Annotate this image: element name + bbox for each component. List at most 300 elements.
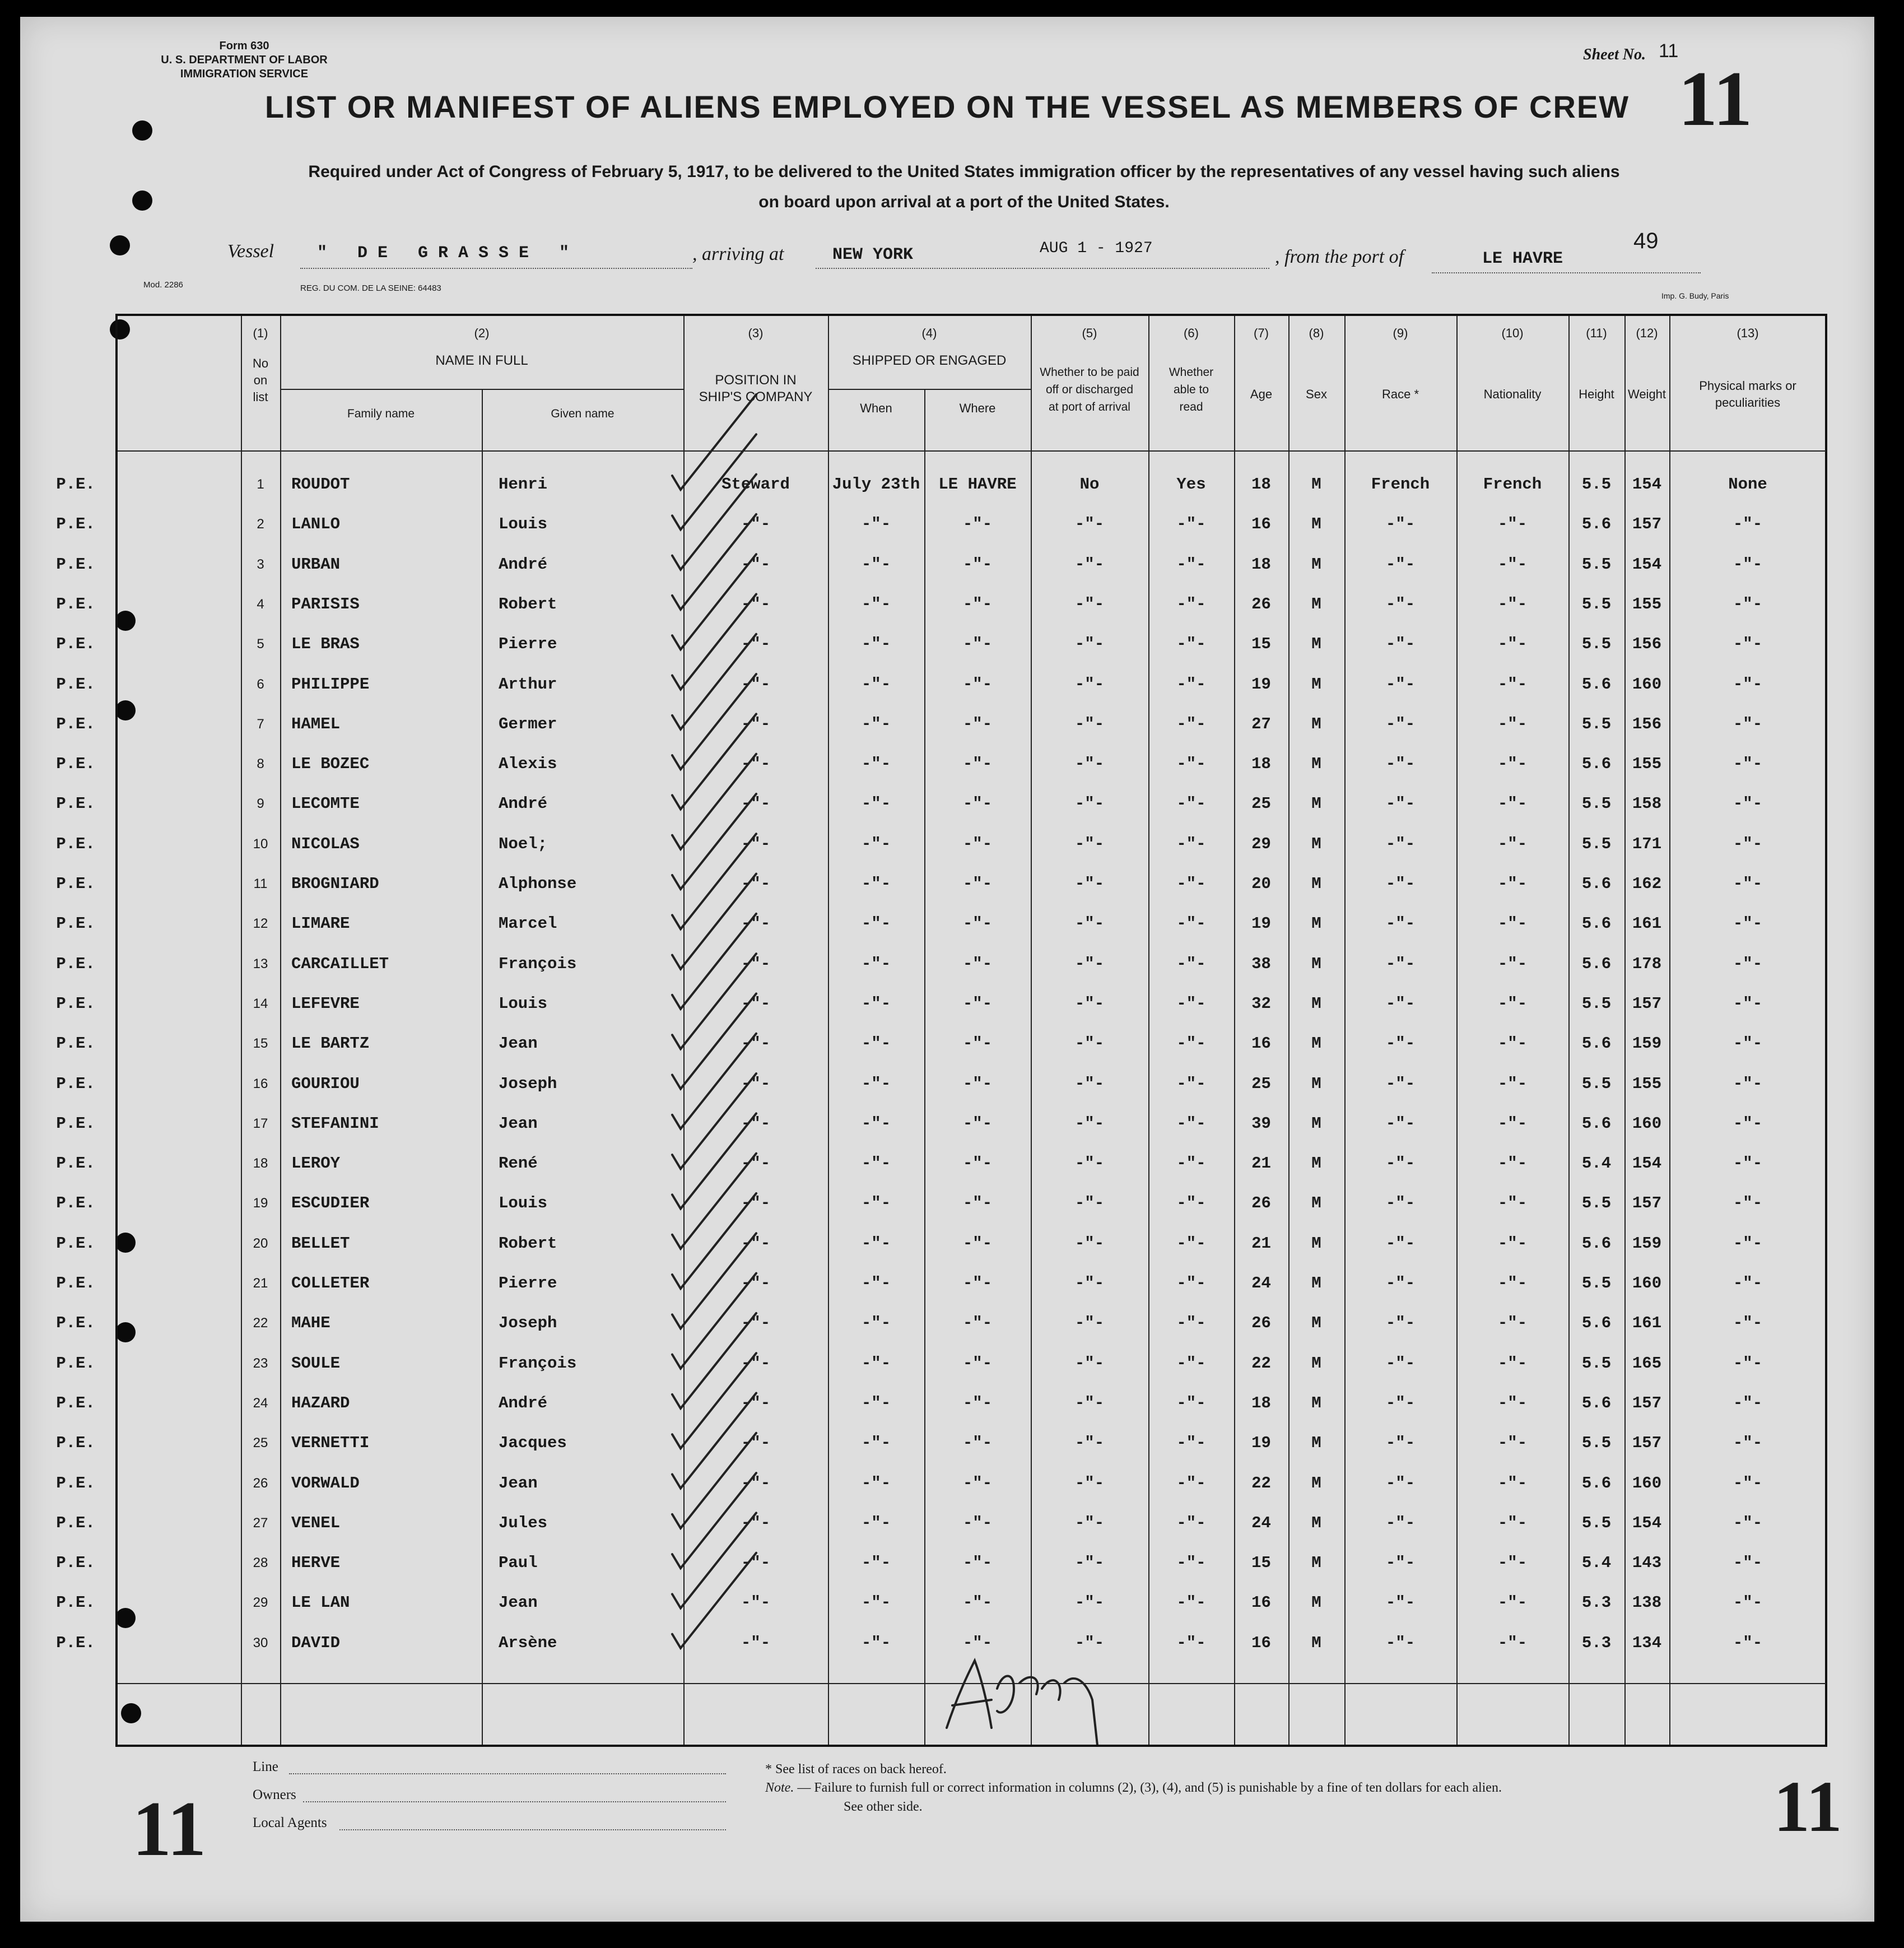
weight: 156 [1632, 635, 1662, 654]
sex: M [1311, 954, 1321, 973]
height: 5.6 [1581, 914, 1612, 933]
given-name: Marcel [499, 914, 557, 933]
col1-number: (1) [253, 326, 268, 340]
weight: 138 [1632, 1593, 1662, 1612]
physical-marks: -"- [1733, 834, 1763, 853]
sex: M [1311, 1274, 1321, 1293]
age: 22 [1251, 1354, 1271, 1373]
weight: 155 [1632, 594, 1662, 613]
row-number: 4 [257, 596, 264, 612]
line-underline [289, 1773, 726, 1774]
height: 5.4 [1581, 1154, 1612, 1173]
age: 24 [1251, 1513, 1271, 1532]
col9-heading: Race * [1381, 387, 1419, 401]
race: -"- [1385, 675, 1416, 694]
given-name: Jean [499, 1593, 538, 1612]
shipped-when: -"- [861, 1354, 891, 1373]
age: 18 [1251, 755, 1271, 774]
race: -"- [1385, 1034, 1416, 1053]
row-number: 22 [253, 1315, 268, 1331]
nationality: -"- [1497, 1393, 1528, 1412]
registration-number: REG. DU COM. DE LA SEINE: 64483 [300, 283, 441, 293]
height: 5.5 [1581, 794, 1612, 813]
weight: 160 [1632, 1274, 1662, 1293]
age: 16 [1251, 1633, 1271, 1652]
paid-off: -"- [1074, 594, 1105, 613]
able-to-read: -"- [1176, 1234, 1206, 1253]
race: French [1371, 475, 1430, 494]
height: 5.5 [1581, 1074, 1612, 1093]
weight: 159 [1632, 1034, 1662, 1053]
row-number: 8 [257, 756, 264, 772]
able-to-read: -"- [1176, 1274, 1206, 1293]
shipped-where: -"- [962, 1114, 993, 1133]
given-name: Alexis [499, 755, 557, 774]
shipped-when: -"- [861, 1154, 891, 1173]
row-code: P.E. [56, 834, 95, 853]
from-port: LE HAVRE [1482, 249, 1563, 268]
shipped-when: -"- [861, 1074, 891, 1093]
local-agents-label: Local Agents [253, 1815, 327, 1830]
sex: M [1311, 1354, 1321, 1373]
physical-marks: -"- [1733, 994, 1763, 1013]
shipped-when: -"- [861, 714, 891, 733]
physical-marks: -"- [1733, 1074, 1763, 1093]
family-name: CARCAILLET [291, 954, 389, 973]
shipped-where: -"- [962, 1434, 993, 1453]
family-name: HAMEL [291, 714, 341, 733]
line-label: Line [253, 1759, 278, 1774]
race: -"- [1385, 1633, 1416, 1652]
given-name: Jean [499, 1114, 538, 1133]
row-number: 15 [253, 1036, 268, 1052]
nationality: -"- [1497, 1633, 1528, 1652]
col5-heading-line: off or discharged [1045, 383, 1134, 396]
physical-marks: -"- [1733, 914, 1763, 933]
col8-heading: Sex [1306, 387, 1327, 401]
shipped-where: -"- [962, 954, 993, 973]
nationality: -"- [1497, 954, 1528, 973]
weight: 155 [1632, 755, 1662, 774]
shipped-where: -"- [962, 914, 993, 933]
col6-heading-line: Whether [1169, 366, 1214, 379]
position: -"- [741, 1633, 771, 1652]
sex: M [1311, 1314, 1321, 1333]
height: 5.6 [1581, 875, 1612, 893]
shipped-when: -"- [861, 954, 891, 973]
weight: 160 [1632, 1114, 1662, 1133]
given-name: Arsène [499, 1633, 557, 1652]
row-number: 3 [257, 556, 264, 572]
see-other-side: See other side. [844, 1800, 923, 1814]
race: -"- [1385, 1473, 1416, 1493]
sex: M [1311, 914, 1321, 933]
row-number: 10 [253, 836, 268, 852]
from-port-label: , from the port of [1275, 247, 1404, 267]
handwritten-checkmarks [118, 316, 1826, 1745]
col5-number: (5) [1082, 326, 1097, 340]
weight: 159 [1632, 1234, 1662, 1253]
given-name: Jean [499, 1473, 538, 1493]
shipped-when: -"- [861, 1473, 891, 1493]
able-to-read: -"- [1176, 635, 1206, 654]
col2-number: (2) [474, 326, 490, 340]
given-name: Jacques [499, 1434, 567, 1453]
given-name: Louis [499, 1194, 548, 1213]
row-code: P.E. [56, 1393, 95, 1412]
col6-heading-line: read [1179, 401, 1203, 413]
able-to-read: -"- [1176, 1114, 1206, 1133]
position: -"- [741, 1034, 771, 1053]
able-to-read: -"- [1176, 1034, 1206, 1053]
row-number: 16 [253, 1076, 268, 1091]
shipped-where: -"- [962, 1194, 993, 1213]
given-name: Joseph [499, 1314, 557, 1333]
printer-credit: Imp. G. Budy, Paris [1661, 291, 1729, 300]
physical-marks: -"- [1733, 1114, 1763, 1133]
shipped-where: -"- [962, 794, 993, 813]
row-number: 28 [253, 1555, 268, 1571]
given-name: Noel; [499, 834, 548, 853]
family-name: ESCUDIER [291, 1194, 370, 1213]
nationality: -"- [1497, 914, 1528, 933]
race: -"- [1385, 1354, 1416, 1373]
age: 20 [1251, 875, 1271, 893]
paid-off: -"- [1074, 1274, 1105, 1293]
row-code: P.E. [56, 1074, 95, 1093]
age: 16 [1251, 1593, 1271, 1612]
family-name: LEFEVRE [291, 994, 360, 1013]
mod-number: Mod. 2286 [143, 280, 183, 290]
row-number: 25 [253, 1435, 268, 1451]
position: -"- [741, 1154, 771, 1173]
row-code: P.E. [56, 1554, 95, 1573]
arriving-underline [816, 268, 1269, 269]
age: 21 [1251, 1234, 1271, 1253]
nationality: -"- [1497, 1593, 1528, 1612]
shipped-where: -"- [962, 1513, 993, 1532]
age: 16 [1251, 515, 1271, 534]
sex: M [1311, 1393, 1321, 1412]
position: -"- [741, 1234, 771, 1253]
arrival-date-stamp: AUG 1 - 1927 [1040, 240, 1153, 257]
row-code: P.E. [56, 1314, 95, 1333]
row-number: 27 [253, 1515, 268, 1531]
row-number: 13 [253, 956, 268, 971]
col10-heading: Nationality [1483, 387, 1542, 401]
col2-given-heading: Given name [551, 407, 615, 420]
col4-where-heading: Where [959, 401, 996, 415]
col4-number: (4) [921, 326, 937, 340]
age: 39 [1251, 1114, 1271, 1133]
row-code: P.E. [56, 1274, 95, 1293]
physical-marks: -"- [1733, 675, 1763, 694]
able-to-read: -"- [1176, 875, 1206, 893]
shipped-when: -"- [861, 1554, 891, 1573]
sex: M [1311, 834, 1321, 853]
subtitle-line-2: on board upon arrival at a port of the United States. [758, 193, 1170, 211]
position: -"- [741, 594, 771, 613]
shipped-where: -"- [962, 1034, 993, 1053]
position: Steward [721, 475, 790, 494]
paid-off: -"- [1074, 954, 1105, 973]
binder-hole [132, 120, 152, 141]
paid-off: -"- [1074, 1434, 1105, 1453]
shipped-where: -"- [962, 1234, 993, 1253]
sex: M [1311, 1513, 1321, 1532]
sex: M [1311, 1633, 1321, 1652]
row-number: 20 [253, 1235, 268, 1251]
given-name: Pierre [499, 1274, 557, 1293]
row-number: 11 [253, 876, 268, 891]
shipped-where: -"- [962, 1354, 993, 1373]
height: 5.6 [1581, 1114, 1612, 1133]
family-name: LECOMTE [291, 794, 360, 813]
sheet-label: Sheet No. [1583, 46, 1646, 63]
col5-heading-line: Whether to be paid [1040, 366, 1139, 379]
nationality: -"- [1497, 1473, 1528, 1493]
height: 5.5 [1581, 1274, 1612, 1293]
sex: M [1311, 675, 1321, 694]
height: 5.5 [1581, 594, 1612, 613]
weight: 171 [1632, 834, 1662, 853]
col9-number: (9) [1393, 326, 1408, 340]
row-code: P.E. [56, 1234, 95, 1253]
from-port-underline [1432, 272, 1701, 273]
shipped-where: -"- [962, 994, 993, 1013]
sex: M [1311, 475, 1321, 494]
family-name: LE BOZEC [291, 755, 370, 774]
position: -"- [741, 914, 771, 933]
position: -"- [741, 1354, 771, 1373]
able-to-read: -"- [1176, 594, 1206, 613]
height: 5.5 [1581, 1354, 1612, 1373]
weight: 154 [1632, 555, 1662, 574]
row-number: 9 [257, 796, 264, 812]
position: -"- [741, 635, 771, 654]
sex: M [1311, 1473, 1321, 1493]
able-to-read: -"- [1176, 1393, 1206, 1412]
sex: M [1311, 515, 1321, 534]
family-name: PHILIPPE [291, 675, 370, 694]
page-number-right: 11 [1773, 1766, 1842, 1847]
nationality: -"- [1497, 635, 1528, 654]
signature-icon [947, 1661, 1098, 1745]
family-name: LEROY [291, 1154, 341, 1173]
col2-heading: NAME IN FULL [435, 353, 528, 368]
race: -"- [1385, 1593, 1416, 1612]
height: 5.6 [1581, 1314, 1612, 1333]
nationality: -"- [1497, 1434, 1528, 1453]
nationality: -"- [1497, 834, 1528, 853]
physical-marks: -"- [1733, 1034, 1763, 1053]
row-number: 19 [253, 1196, 268, 1211]
crew-manifest-table [56, 314, 1827, 1747]
given-name: Louis [499, 515, 548, 534]
height: 5.5 [1581, 994, 1612, 1013]
row-number: 5 [257, 636, 264, 652]
row-code: P.E. [56, 1593, 95, 1612]
weight: 154 [1632, 475, 1662, 494]
physical-marks: -"- [1733, 1314, 1763, 1333]
position: -"- [741, 875, 771, 893]
owners-underline [303, 1801, 726, 1802]
shipped-when: -"- [861, 555, 891, 574]
shipped-when: -"- [861, 914, 891, 933]
age: 26 [1251, 594, 1271, 613]
shipped-when: -"- [861, 1194, 891, 1213]
col5-heading-line: at port of arrival [1049, 401, 1130, 413]
age: 26 [1251, 1314, 1271, 1333]
race: -"- [1385, 875, 1416, 893]
race: -"- [1385, 994, 1416, 1013]
sex: M [1311, 1074, 1321, 1093]
vessel-underline [300, 268, 692, 269]
shipped-when: -"- [861, 1114, 891, 1133]
binder-hole [132, 190, 152, 211]
row-number: 14 [253, 996, 268, 1011]
able-to-read: -"- [1176, 1354, 1206, 1373]
row-number: 30 [253, 1635, 268, 1651]
physical-marks: -"- [1733, 1274, 1763, 1293]
shipped-when: -"- [861, 635, 891, 654]
family-name: LANLO [291, 515, 341, 534]
race: -"- [1385, 834, 1416, 853]
weight: 155 [1632, 1074, 1662, 1093]
family-name: PARISIS [291, 594, 360, 613]
arriving-label: , arriving at [692, 244, 784, 264]
weight: 154 [1632, 1513, 1662, 1532]
position: -"- [741, 1074, 771, 1093]
position: -"- [741, 1593, 771, 1612]
sex: M [1311, 1434, 1321, 1453]
shipped-when: July 23th [832, 475, 920, 494]
given-name: Jean [499, 1034, 538, 1053]
shipped-when: -"- [861, 1633, 891, 1652]
height: 5.5 [1581, 635, 1612, 654]
row-code: P.E. [56, 714, 95, 733]
family-name: VENEL [291, 1513, 341, 1532]
row-number: 7 [257, 716, 264, 732]
note-label: Note. [765, 1780, 794, 1795]
race: -"- [1385, 594, 1416, 613]
physical-marks: -"- [1733, 755, 1763, 774]
given-name: Alphonse [499, 875, 577, 893]
shipped-when: -"- [861, 1513, 891, 1532]
row-code: P.E. [56, 914, 95, 933]
row-code: P.E. [56, 1154, 95, 1173]
family-name: BROGNIARD [291, 875, 379, 893]
height: 5.6 [1581, 755, 1612, 774]
given-name: Louis [499, 994, 548, 1013]
shipped-when: -"- [861, 834, 891, 853]
age: 26 [1251, 1194, 1271, 1213]
shipped-when: -"- [861, 794, 891, 813]
physical-marks: -"- [1733, 635, 1763, 654]
physical-marks: -"- [1733, 1194, 1763, 1213]
race: -"- [1385, 1434, 1416, 1453]
race: -"- [1385, 635, 1416, 654]
shipped-when: -"- [861, 515, 891, 534]
given-name: André [499, 794, 548, 813]
physical-marks: -"- [1733, 515, 1763, 534]
sex: M [1311, 1034, 1321, 1053]
able-to-read: -"- [1176, 675, 1206, 694]
form-department-block [160, 39, 328, 81]
manifest-sheet [20, 17, 1874, 1922]
family-name: HERVE [291, 1554, 341, 1573]
paid-off: -"- [1074, 515, 1105, 534]
shipped-where: -"- [962, 1154, 993, 1173]
physical-marks: -"- [1733, 1434, 1763, 1453]
paid-off: -"- [1074, 1034, 1105, 1053]
row-number: 29 [253, 1595, 268, 1611]
row-number: 17 [253, 1115, 268, 1131]
weight: 162 [1632, 875, 1662, 893]
col13-number: (13) [1737, 326, 1759, 340]
row-code: P.E. [56, 875, 95, 893]
weight: 143 [1632, 1554, 1662, 1573]
paid-off: -"- [1074, 755, 1105, 774]
height: 5.4 [1581, 1554, 1612, 1573]
age: 19 [1251, 1434, 1271, 1453]
nationality: -"- [1497, 1234, 1528, 1253]
agents-underline [339, 1829, 726, 1830]
race: -"- [1385, 1393, 1416, 1412]
shipped-when: -"- [861, 1274, 891, 1293]
shipped-when: -"- [861, 1393, 891, 1412]
able-to-read: -"- [1176, 794, 1206, 813]
height: 5.3 [1581, 1593, 1612, 1612]
given-name: François [499, 954, 577, 973]
able-to-read: -"- [1176, 954, 1206, 973]
weight: 156 [1632, 714, 1662, 733]
row-code: P.E. [56, 594, 95, 613]
physical-marks: -"- [1733, 1234, 1763, 1253]
shipped-when: -"- [861, 1593, 891, 1612]
weight: 157 [1632, 994, 1662, 1013]
paid-off: -"- [1074, 1513, 1105, 1532]
row-number: 18 [253, 1156, 268, 1171]
height: 5.6 [1581, 1473, 1612, 1493]
col6-number: (6) [1184, 326, 1199, 340]
shipped-when: -"- [861, 1034, 891, 1053]
handwritten-number: 49 [1633, 229, 1659, 253]
page-number-left: 11 [132, 1786, 207, 1872]
race: -"- [1385, 1314, 1416, 1333]
col11-heading: Height [1579, 387, 1614, 401]
paid-off: -"- [1074, 1314, 1105, 1333]
weight: 158 [1632, 794, 1662, 813]
shipped-where: -"- [962, 1274, 993, 1293]
col3-heading-line: SHIP'S COMPANY [699, 389, 813, 405]
shipped-where: -"- [962, 594, 993, 613]
shipped-where: -"- [962, 1593, 993, 1612]
nationality: -"- [1497, 1154, 1528, 1173]
given-name: René [499, 1154, 538, 1173]
paid-off: -"- [1074, 1473, 1105, 1493]
nationality: -"- [1497, 994, 1528, 1013]
paid-off: -"- [1074, 1354, 1105, 1373]
col12-number: (12) [1636, 326, 1658, 340]
paid-off: -"- [1074, 635, 1105, 654]
paid-off: -"- [1074, 555, 1105, 574]
paid-off: -"- [1074, 875, 1105, 893]
physical-marks: -"- [1733, 875, 1763, 893]
sex: M [1311, 1234, 1321, 1253]
able-to-read: -"- [1176, 714, 1206, 733]
nationality: -"- [1497, 794, 1528, 813]
